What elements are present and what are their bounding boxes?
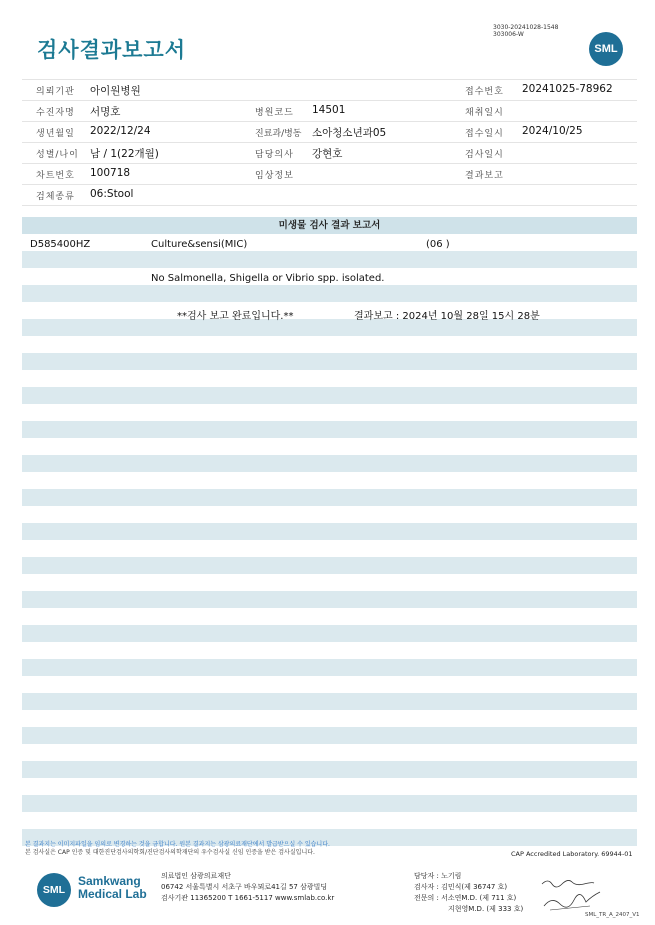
- receipt-no-label: 접수번호: [465, 87, 504, 97]
- stripe-row: [22, 795, 637, 812]
- exam-date-label: 검사일시: [465, 150, 504, 160]
- report-title: 검사결과보고서: [37, 38, 187, 62]
- staff-specialist-2: 지현영M.D. (제 333 호): [448, 905, 524, 913]
- staff-examiner: 검사자 : 김민식(제 36747 호): [414, 883, 508, 891]
- birth-value: 2022/12/24: [90, 125, 151, 137]
- staff-list: [414, 871, 523, 915]
- info-row: [22, 122, 637, 143]
- stripe-row: [22, 421, 637, 438]
- chart-label: 차트번호: [36, 171, 75, 181]
- info-row: [22, 164, 637, 185]
- footnote: [25, 841, 330, 857]
- brand-line2: Medical Lab: [78, 887, 147, 901]
- sml-logo: SML: [589, 32, 623, 66]
- sml-logo: SML: [37, 873, 71, 907]
- hospital-code-label: 병원코드: [255, 108, 294, 118]
- receipt-date-value: 2024/10/25: [522, 125, 583, 137]
- stripe-row: [22, 693, 637, 710]
- brand-line1: Samkwang: [78, 874, 141, 888]
- test-name: Culture&sensi(MIC): [151, 239, 248, 250]
- stripe-row: [22, 455, 637, 472]
- staff-specialist: 전문의 : 서소연M.D. (제 711 호): [414, 894, 517, 902]
- stripe-row: [22, 591, 637, 608]
- brand-name: [78, 875, 147, 901]
- specimen-value: 06:Stool: [90, 188, 134, 200]
- dept-label: 진료과/병동: [255, 129, 302, 139]
- stripe-row: [22, 285, 637, 302]
- address-line3: 검사기관 11365200 T 1661-5117 www.smlab.co.kr: [161, 894, 335, 902]
- document-code-line1: 3030-20241028-1548: [493, 24, 559, 31]
- hospital-code-value: 14501: [312, 104, 346, 116]
- clinical-label: 임상정보: [255, 171, 294, 181]
- report-complete-note: **검사 보고 완료입니다.**: [177, 311, 294, 322]
- requester-label: 의뢰기관: [36, 87, 75, 97]
- result-section-title: 미생물 검사 결과 보고서: [22, 217, 637, 234]
- report-label: 결과보고: [465, 171, 504, 181]
- signature-image: [540, 878, 610, 914]
- doctor-label: 담당의사: [255, 150, 294, 160]
- specimen-label: 검체종류: [36, 192, 75, 202]
- stripe-row: [22, 727, 637, 744]
- address-line2: 06742 서울특별시 서초구 바우뫼로41길 57 삼광빌딩: [161, 883, 328, 891]
- dept-value: 소아청소년과05: [312, 127, 387, 139]
- collect-date-label: 채취일시: [465, 108, 504, 118]
- info-row: [22, 101, 637, 122]
- receipt-date-label: 접수일시: [465, 129, 504, 139]
- info-row: [22, 79, 637, 101]
- stripe-row: [22, 625, 637, 642]
- document-code-line2: 303006-W: [493, 31, 524, 38]
- lab-address: [161, 871, 334, 904]
- requester-value: 아이원병원: [90, 85, 141, 97]
- patient-label: 수진자명: [36, 108, 75, 118]
- stripe-row: [22, 319, 637, 336]
- stripe-row: [22, 557, 637, 574]
- test-code: D585400HZ: [30, 239, 91, 250]
- birth-label: 생년월일: [36, 129, 75, 139]
- chart-value: 100718: [90, 167, 131, 179]
- specimen-code: (06 ): [426, 239, 450, 250]
- document-code: [493, 24, 558, 38]
- sex-age-label: 성별/나이: [36, 150, 79, 160]
- staff-manager: 담당자 : 노기림: [414, 872, 462, 880]
- footnote-line2: 본 검사실은 CAP 인증 및 대한진단검사의학회/진단검사의학재단의 우수검사실 신임 인증을 받은 검사실입니다.: [25, 849, 315, 856]
- footnote-line1: 본 결과지는 이미지파일을 임의로 변경하는 것을 금합니다. 원본 결과지는 삼광의료재단에서 발급받으실 수 있습니다.: [25, 841, 330, 848]
- info-row: [22, 143, 637, 164]
- sex-age-value: 남 / 1(22개월): [90, 148, 159, 160]
- stripe-row: [22, 659, 637, 676]
- stripe-row: [22, 523, 637, 540]
- patient-value: 서명호: [90, 106, 121, 118]
- result-finding: No Salmonella, Shigella or Vibrio spp. isolated.: [151, 273, 385, 284]
- patient-info-table: [22, 79, 637, 206]
- address-line1: 의료법인 삼광의료재단: [161, 872, 231, 880]
- receipt-no-value: 20241025-78962: [522, 83, 613, 95]
- stripe-row: [22, 251, 637, 268]
- stripe-row: [22, 387, 637, 404]
- cap-accreditation: CAP Accredited Laboratory. 69944-01: [511, 850, 633, 858]
- stripe-row: [22, 761, 637, 778]
- stripe-row: [22, 489, 637, 506]
- stripe-row: [22, 353, 637, 370]
- report-time: 결과보고 : 2024년 10월 28일 15시 28분: [354, 311, 540, 322]
- info-row: [22, 185, 637, 206]
- doctor-value: 강현호: [312, 148, 343, 160]
- form-code: SML_TR_A_2407_V1: [585, 912, 640, 918]
